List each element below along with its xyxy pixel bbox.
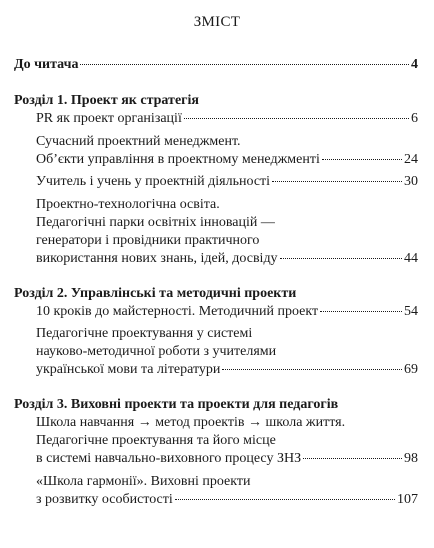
toc-page-number: 6 — [411, 111, 418, 126]
toc-entry-text: Школа навчання → метод проектів → школа життя. — [36, 415, 346, 430]
dot-leader — [280, 258, 402, 259]
toc-entry-text: «Школа гармонії». Виховні проекти — [36, 474, 251, 489]
toc-page-number: 69 — [404, 362, 418, 377]
dot-leader — [303, 458, 402, 459]
dot-leader — [222, 369, 402, 370]
toc-entry[interactable] — [36, 151, 418, 169]
toc-entry-text: Проектно-технологічна освіта. — [36, 197, 220, 212]
toc-page-number: 98 — [404, 451, 418, 466]
toc-entry-text: До читача — [14, 57, 79, 72]
toc-entry[interactable] — [36, 173, 418, 191]
toc-entry[interactable] — [36, 250, 418, 268]
toc-entry-text: науково-методичної роботи з учителями — [36, 344, 277, 359]
toc-entry[interactable] — [36, 110, 418, 128]
toc-entry[interactable] — [36, 361, 418, 379]
toc-page-number: 54 — [404, 304, 418, 319]
toc-entry-text: PR як проект організації — [36, 111, 182, 126]
toc-entry[interactable] — [36, 303, 418, 321]
toc-entry-text: Педагогічні парки освітніх інновацій — — [36, 215, 275, 230]
toc-entry[interactable] — [36, 491, 418, 509]
page-title: ЗМІСТ — [193, 14, 241, 30]
dot-leader — [184, 118, 409, 119]
toc-entry-text: Об’єкти управління в проектному менеджменті — [36, 152, 320, 167]
section-2-heading: Розділ 2. Управлінські та методичні проекти — [14, 286, 297, 301]
toc-entry-text: 10 кроків до майстерності. Методичний проект — [36, 304, 319, 319]
toc-entry-text: Учитель і учень у проектній діяльності — [36, 174, 271, 189]
dot-leader — [175, 499, 395, 500]
section-1-heading: Розділ 1. Проект як стратегія — [14, 93, 199, 108]
toc-page-number: 44 — [404, 251, 418, 266]
toc-page-number: 24 — [404, 152, 418, 167]
toc-entry-text: використання нових знань, ідей, досвіду — [36, 251, 278, 266]
toc-page-number: 30 — [404, 174, 418, 189]
toc-entry-text: в системі навчально-виховного процесу ЗНЗ — [36, 451, 302, 466]
toc-page-number: 4 — [411, 57, 418, 72]
toc-page-number: 107 — [397, 492, 418, 507]
dot-leader — [320, 311, 402, 312]
toc-entry[interactable] — [36, 450, 418, 468]
toc-entry-text: Педагогічне проектування у системі — [36, 326, 253, 341]
dot-leader — [272, 181, 402, 182]
section-3-heading: Розділ 3. Виховні проекти та проекти для педагогів — [14, 397, 339, 412]
toc-entry-intro[interactable] — [14, 56, 418, 74]
toc-entry-text: Сучасний проектний менеджмент. — [36, 134, 241, 149]
toc-entry-text: української мови та літератури — [36, 362, 221, 377]
toc-entry-text: з розвитку особистості — [36, 492, 173, 507]
toc-entry-text: Педагогічне проектування та його місце — [36, 433, 276, 448]
dot-leader — [322, 159, 402, 160]
toc-entry-text: генератори і провідники практичного — [36, 233, 260, 248]
dot-leader — [80, 64, 409, 65]
